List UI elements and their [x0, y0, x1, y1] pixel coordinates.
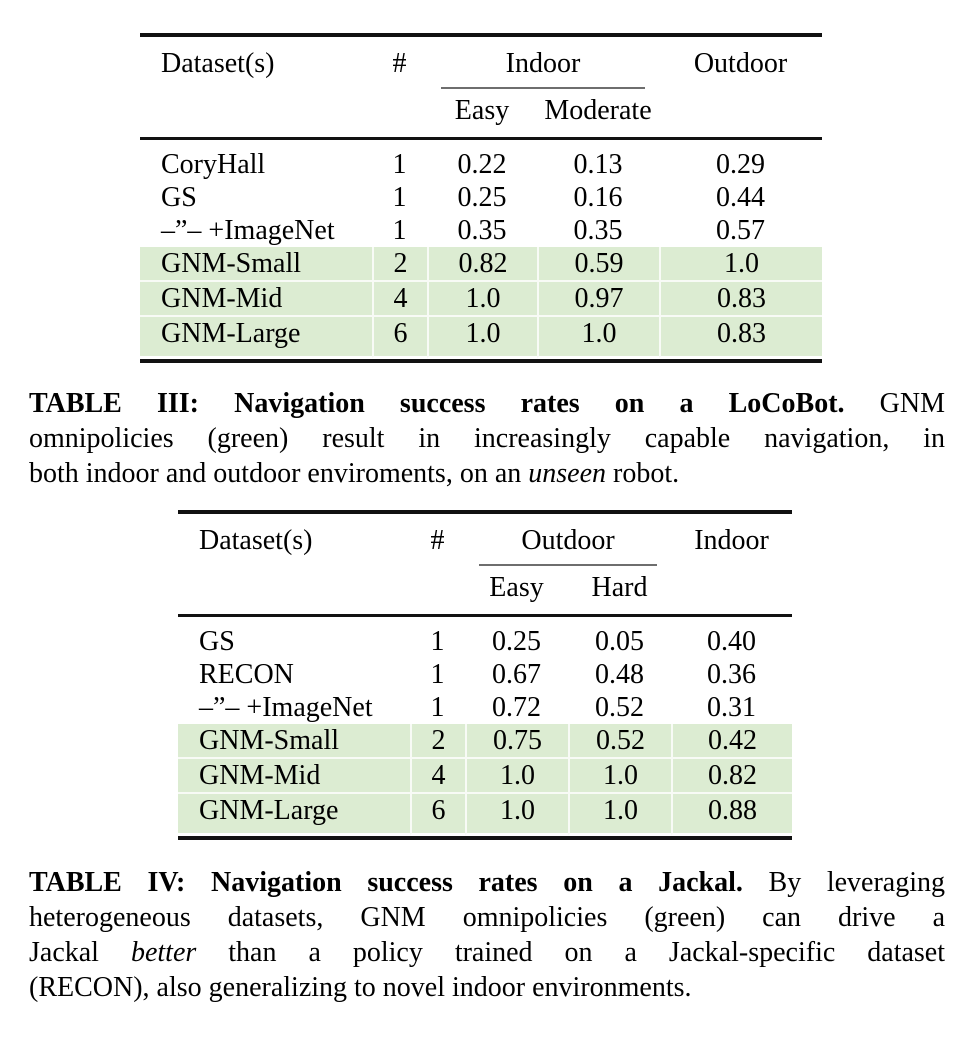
- caption-text: (RECON), also generalizing to novel indoor environments.: [29, 972, 692, 1003]
- cell-value: 1.0: [427, 280, 537, 315]
- caption-table-iv: [29, 865, 945, 1005]
- cell-dataset: GS: [161, 182, 197, 213]
- cell-value: 1.0: [465, 757, 568, 792]
- cell-value: 0.22: [457, 149, 507, 180]
- caption-line: [29, 386, 945, 421]
- cell-value: 0.13: [573, 149, 623, 180]
- cell-value: 0.36: [707, 659, 757, 690]
- cell-count: 2: [410, 724, 465, 757]
- table-row-highlighted: [178, 792, 792, 836]
- header-dataset: Dataset(s): [161, 48, 275, 79]
- caption-italic-word: better: [130, 937, 197, 968]
- header-indoor: Indoor: [694, 525, 769, 556]
- caption-text: heterogeneous datasets, GNM omnipolicies (green) can drive a: [29, 902, 945, 933]
- cell-value: 0.25: [457, 182, 507, 213]
- cell-value: 0.88: [671, 792, 792, 836]
- cell-value: 0.57: [716, 215, 765, 246]
- table-row: [140, 140, 822, 181]
- table-iii-header-row-2: [140, 89, 822, 140]
- caption-bold-title: TABLE IV: Navigation success rates on a Jackal.: [29, 867, 743, 898]
- cell-dataset: RECON: [199, 659, 294, 690]
- header-outdoor: Outdoor: [693, 48, 788, 79]
- table-iii-header-row-1: [140, 37, 822, 89]
- table-iii-locobot-success-rates: [140, 33, 822, 363]
- table-iv-header-row-2: [178, 566, 792, 617]
- table-row-highlighted: [178, 757, 792, 792]
- cell-value: 0.75: [465, 724, 568, 757]
- cell-count: 4: [372, 280, 427, 315]
- cell-count: 1: [392, 182, 407, 213]
- cell-count: 1: [430, 626, 445, 657]
- table-row: [178, 691, 792, 724]
- caption-text: omnipolicies (green) result in increasingly capable navigation, in: [29, 423, 945, 454]
- caption-text: than a policy trained on a Jackal-specific dataset: [228, 937, 945, 968]
- cell-dataset: GNM-Large: [178, 792, 410, 836]
- cell-value: 0.35: [457, 215, 507, 246]
- cell-value: 1.0: [659, 247, 822, 280]
- cell-dataset: CoryHall: [161, 149, 266, 180]
- table-row: [178, 658, 792, 691]
- caption-line: [29, 456, 945, 491]
- cell-count: 6: [372, 315, 427, 359]
- table-row: [140, 214, 822, 247]
- cell-value: 0.35: [573, 215, 623, 246]
- table-row-highlighted: [140, 315, 822, 359]
- caption-text: both indoor and outdoor enviroments, on an: [29, 458, 522, 489]
- header-sub-easy: Easy: [465, 566, 568, 617]
- cell-value: 1.0: [465, 792, 568, 836]
- cell-count: 2: [372, 247, 427, 280]
- caption-table-iii: [29, 386, 945, 491]
- caption-line: [29, 421, 945, 456]
- header-sub-hard: Hard: [568, 566, 671, 617]
- caption-bold-title: TABLE III: Navigation success rates on a LoCoBot.: [29, 388, 845, 419]
- table-row-highlighted: [140, 247, 822, 280]
- cell-value: 0.16: [573, 182, 623, 213]
- page: [0, 33, 972, 1057]
- caption-italic-word: unseen: [528, 458, 607, 489]
- cell-value: 0.52: [595, 692, 644, 723]
- table-iv-jackal-success-rates: [178, 510, 792, 840]
- header-dataset: Dataset(s): [199, 525, 313, 556]
- caption-text: GNM: [879, 388, 946, 419]
- cell-value: 1.0: [537, 315, 659, 359]
- cell-value: 0.48: [595, 659, 644, 690]
- cell-dataset: –”– +ImageNet: [199, 692, 373, 723]
- cell-dataset: GNM-Small: [178, 724, 410, 757]
- cell-value: 0.97: [537, 280, 659, 315]
- cell-value: 0.52: [568, 724, 671, 757]
- group-label: Indoor: [505, 48, 581, 79]
- caption-line: [29, 970, 945, 1005]
- table-iv-header-row-1: [178, 514, 792, 566]
- cell-value: 0.83: [659, 280, 822, 315]
- caption-text: robot.: [613, 458, 680, 489]
- table-row: [178, 617, 792, 658]
- cell-value: 0.25: [492, 626, 541, 657]
- cell-dataset: GNM-Large: [140, 315, 372, 359]
- cell-value: 0.82: [671, 757, 792, 792]
- cell-count: 4: [410, 757, 465, 792]
- table-row-highlighted: [178, 724, 792, 757]
- cell-value: 0.05: [595, 626, 644, 657]
- cell-count: 1: [430, 692, 445, 723]
- cell-count: 6: [410, 792, 465, 836]
- header-sub-easy: Easy: [427, 89, 537, 140]
- caption-text: By leveraging: [768, 867, 946, 898]
- caption-line: [29, 900, 945, 935]
- cell-dataset: GNM-Small: [140, 247, 372, 280]
- header-group-indoor: [427, 37, 659, 89]
- caption-text: Jackal: [29, 937, 99, 968]
- header-count: #: [392, 48, 407, 79]
- cell-value: 1.0: [568, 757, 671, 792]
- cell-value: 0.42: [671, 724, 792, 757]
- caption-line: [29, 865, 945, 900]
- cell-value: 0.82: [427, 247, 537, 280]
- cell-value: 0.72: [492, 692, 541, 723]
- table-row: [140, 181, 822, 214]
- group-label: Outdoor: [521, 525, 615, 556]
- header-count: #: [430, 525, 445, 556]
- cell-count: 1: [392, 149, 407, 180]
- cell-value: 0.59: [537, 247, 659, 280]
- cell-value: 0.44: [716, 182, 765, 213]
- cell-value: 0.83: [659, 315, 822, 359]
- cell-value: 0.40: [707, 626, 757, 657]
- caption-line: [29, 935, 945, 970]
- cell-value: 1.0: [568, 792, 671, 836]
- cell-value: 1.0: [427, 315, 537, 359]
- header-group-outdoor: [465, 514, 671, 566]
- cell-count: 1: [392, 215, 407, 246]
- cell-value: 0.31: [707, 692, 757, 723]
- cell-value: 0.29: [716, 149, 765, 180]
- table-row-highlighted: [140, 280, 822, 315]
- cell-value: 0.67: [492, 659, 541, 690]
- cell-dataset: GS: [199, 626, 235, 657]
- cell-count: 1: [430, 659, 445, 690]
- cell-dataset: GNM-Mid: [178, 757, 410, 792]
- cell-dataset: –”– +ImageNet: [161, 215, 335, 246]
- header-sub-moderate: Moderate: [537, 89, 659, 140]
- cell-dataset: GNM-Mid: [140, 280, 372, 315]
